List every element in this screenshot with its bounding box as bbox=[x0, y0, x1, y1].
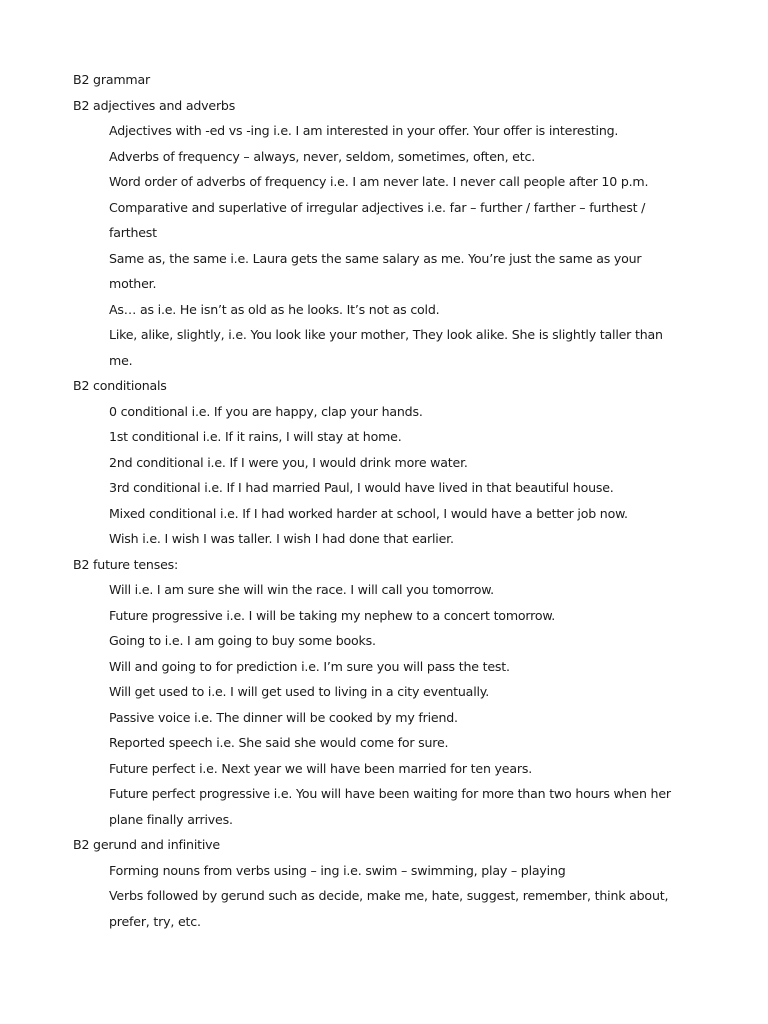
grammar-item-line: Word order of adverbs of frequency i.e. I am never late. I never call people after 10 p.m. bbox=[109, 174, 649, 189]
grammar-item-line: Passive voice i.e. The dinner will be cooked by my friend. bbox=[109, 709, 458, 725]
document-page bbox=[0, 67, 768, 934]
grammar-item-line: 3rd conditional i.e. If I had married Paul, I would have lived in that beautiful house. bbox=[109, 480, 614, 495]
grammar-item-line: prefer, try, etc. bbox=[109, 913, 201, 929]
grammar-item-line: 2nd conditional i.e. If I were you, I would drink more water. bbox=[109, 454, 468, 470]
grammar-item-line: Future perfect progressive i.e. You will have been waiting for more than two hours when her bbox=[109, 786, 671, 801]
grammar-item-line: Will get used to i.e. I will get used to living in a city eventually. bbox=[109, 684, 490, 699]
grammar-item-line: me. bbox=[109, 352, 133, 368]
grammar-item-line: mother. bbox=[109, 276, 157, 291]
grammar-item-line: Verbs followed by gerund such as decide, make me, hate, suggest, remember, think about, bbox=[109, 888, 669, 903]
grammar-item-line: plane finally arrives. bbox=[109, 811, 233, 827]
grammar-item-line: farthest bbox=[109, 225, 157, 240]
grammar-item-line: Same as, the same i.e. Laura gets the same salary as me. You’re just the same as your bbox=[109, 250, 642, 266]
section-heading: B2 grammar bbox=[73, 72, 150, 87]
grammar-item-line: Will and going to for prediction i.e. I’m sure you will pass the test. bbox=[109, 658, 510, 674]
grammar-item-line: As… as i.e. He isn’t as old as he looks. It’s not as cold. bbox=[109, 301, 440, 317]
section-heading: B2 future tenses: bbox=[73, 556, 179, 572]
grammar-item-line: Forming nouns from verbs using – ing i.e. swim – swimming, play – playing bbox=[109, 862, 566, 878]
grammar-item-line: Reported speech i.e. She said she would come for sure. bbox=[109, 735, 449, 750]
grammar-item-line: Wish i.e. I wish I was taller. I wish I had done that earlier. bbox=[109, 531, 454, 546]
section-heading: B2 adjectives and adverbs bbox=[73, 97, 236, 113]
grammar-item-line: Comparative and superlative of irregular adjectives i.e. far – further / farther – furthest / bbox=[109, 199, 646, 215]
grammar-item-line: Going to i.e. I am going to buy some books. bbox=[109, 633, 376, 648]
grammar-item-line: Like, alike, slightly, i.e. You look like your mother, They look alike. She is slightly taller than bbox=[109, 327, 663, 342]
grammar-item-line: Adjectives with -ed vs -ing i.e. I am interested in your offer. Your offer is interesting. bbox=[109, 123, 619, 138]
grammar-item-line: Adverbs of frequency – always, never, seldom, sometimes, often, etc. bbox=[109, 148, 535, 164]
grammar-item-line: 0 conditional i.e. If you are happy, clap your hands. bbox=[109, 403, 423, 419]
grammar-item-line: Future perfect i.e. Next year we will have been married for ten years. bbox=[109, 760, 533, 776]
grammar-item-line: Mixed conditional i.e. If I had worked harder at school, I would have a better job now. bbox=[109, 505, 628, 521]
grammar-item-line: 1st conditional i.e. If it rains, I will stay at home. bbox=[109, 429, 402, 444]
section-heading: B2 gerund and infinitive bbox=[73, 837, 220, 852]
grammar-item-line: Will i.e. I am sure she will win the race. I will call you tomorrow. bbox=[109, 582, 494, 597]
grammar-item-line: Future progressive i.e. I will be taking my nephew to a concert tomorrow. bbox=[109, 607, 556, 623]
section-heading: B2 conditionals bbox=[73, 378, 167, 393]
